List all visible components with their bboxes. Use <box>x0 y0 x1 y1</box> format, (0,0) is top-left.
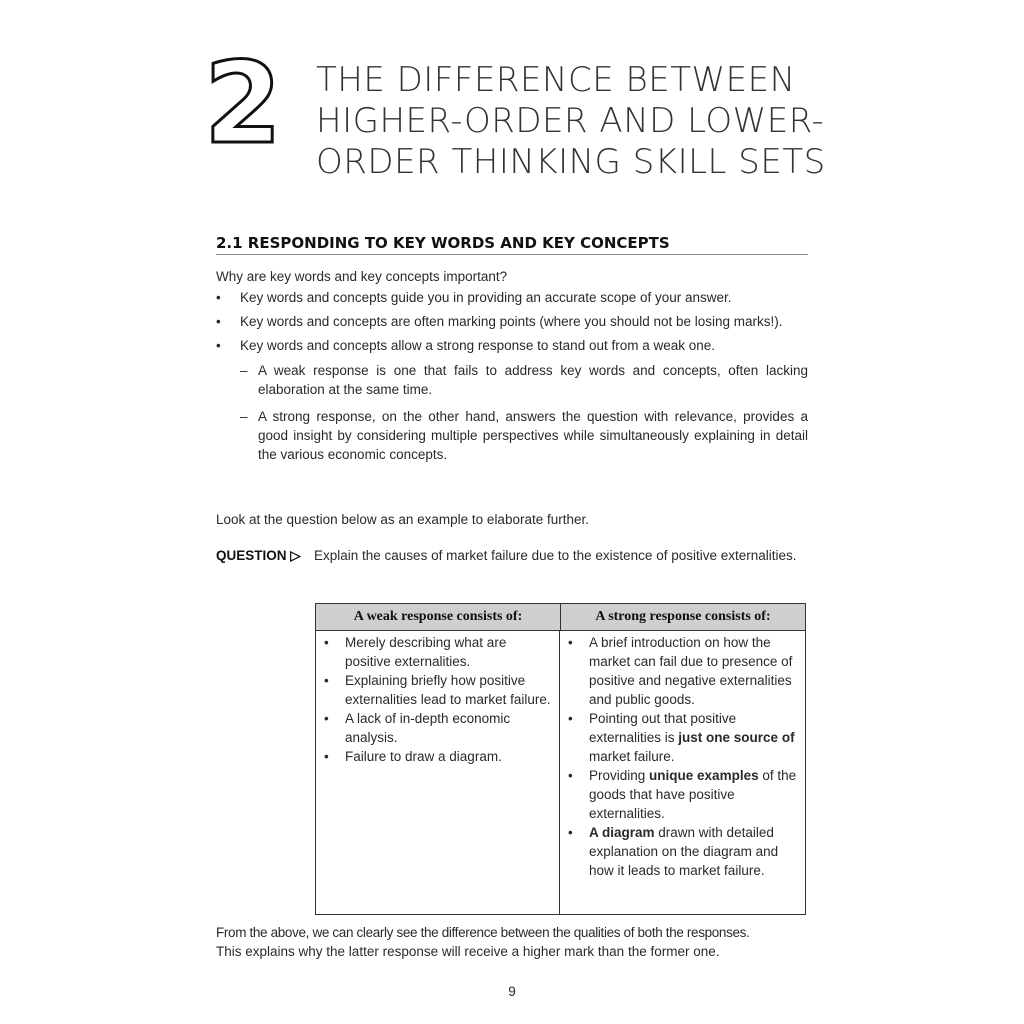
bullet-icon: • <box>216 290 221 305</box>
chapter-title-line: ORDER THINKING SKILL SETS <box>316 142 826 182</box>
chapter-title-line: HIGHER-ORDER AND LOWER- <box>316 101 825 141</box>
sub-point-text: A strong response, on the other hand, answers the question with relevance, provides a good insight by considering multiple perspectives while simultaneously explaining in detail the various economic concepts. <box>258 409 808 462</box>
table-header <box>316 604 805 631</box>
bullet-icon: • <box>324 673 329 688</box>
bullet-icon: • <box>324 711 329 726</box>
strong-point-text: Pointing out that positive externalities is <box>589 711 737 745</box>
strong-point-emphasis: A diagram <box>589 825 655 840</box>
weak-column <box>316 631 560 914</box>
bullet-icon: • <box>568 635 573 650</box>
strong-point-text: drawn with detailed explanation on the diagram and how it leads to market failure. <box>589 825 779 878</box>
bullet-icon: • <box>216 338 221 353</box>
list-item <box>316 671 559 709</box>
section-heading: 2.1 RESPONDING TO KEY WORDS AND KEY CONCEPTS <box>216 233 808 255</box>
dash-icon: – <box>240 409 248 424</box>
comparison-table <box>315 603 806 915</box>
bullet-icon: • <box>568 711 573 726</box>
bullet-icon: • <box>324 749 329 764</box>
strong-point-emphasis: just one source of <box>678 730 795 745</box>
sub-point-text: A weak response is one that fails to address key words and concepts, often lacking elaboration at the same time. <box>258 363 808 397</box>
table-body <box>316 631 805 914</box>
strong-point-text: market failure. <box>589 749 675 764</box>
strong-point-text: of the goods that have positive externalities. <box>589 768 797 821</box>
chapter-number: 2 <box>204 39 282 169</box>
list-item <box>216 288 808 307</box>
list-item <box>560 709 804 766</box>
bullet-text: Key words and concepts are often marking points (where you should not be losing marks!). <box>240 314 783 329</box>
strong-point-text: Providing <box>589 768 650 783</box>
chapter-title-line: THE DIFFERENCE BETWEEN <box>316 60 796 100</box>
bullet-list <box>216 288 808 472</box>
list-item <box>316 709 559 747</box>
conclusion-line: From the above, we can clearly see the difference between the qualities of both the responses. <box>216 925 750 940</box>
list-item <box>240 407 808 464</box>
strong-column <box>560 631 804 914</box>
bullet-icon: • <box>324 635 329 650</box>
weak-point-text: Failure to draw a diagram. <box>345 749 502 764</box>
example-intro-text: Look at the question below as an example to elaborate further. <box>216 512 589 527</box>
bullet-text: Key words and concepts guide you in providing an accurate scope of your answer. <box>240 290 732 305</box>
weak-point-text: Merely describing what are positive externalities. <box>345 635 507 669</box>
chapter-title <box>316 60 836 183</box>
weak-point-text: Explaining briefly how positive externalities lead to market failure. <box>345 673 551 707</box>
list-item <box>316 633 559 671</box>
table-header-weak: A weak response consists of: <box>316 604 561 630</box>
dash-icon: – <box>240 363 248 378</box>
page-number: 9 <box>508 984 516 999</box>
strong-point-text: A brief introduction on how the market can fail due to presence of positive and negative externalities and public goods. <box>589 635 793 707</box>
question-label: QUESTION ▷ <box>216 548 301 563</box>
bullet-icon: • <box>568 825 573 840</box>
list-item <box>560 766 804 823</box>
list-item <box>216 336 808 464</box>
list-item <box>240 361 808 399</box>
bullet-text: Key words and concepts allow a strong response to stand out from a weak one. <box>240 338 716 353</box>
intro-text: Why are key words and key concepts important? <box>216 269 508 284</box>
question-text: Explain the causes of market failure due to the existence of positive externalities. <box>314 548 797 563</box>
list-item <box>560 633 804 709</box>
sub-point-list <box>240 361 808 464</box>
conclusion-line: This explains why the latter response will receive a higher mark than the former one. <box>216 944 720 959</box>
bullet-icon: • <box>568 768 573 783</box>
bullet-icon: • <box>216 314 221 329</box>
conclusion-text <box>216 923 808 961</box>
weak-point-text: A lack of in-depth economic analysis. <box>345 711 511 745</box>
list-item <box>216 312 808 331</box>
strong-point-emphasis: unique examples <box>649 768 759 783</box>
list-item <box>560 823 804 880</box>
table-header-strong: A strong response consists of: <box>595 609 771 624</box>
list-item <box>316 747 559 766</box>
